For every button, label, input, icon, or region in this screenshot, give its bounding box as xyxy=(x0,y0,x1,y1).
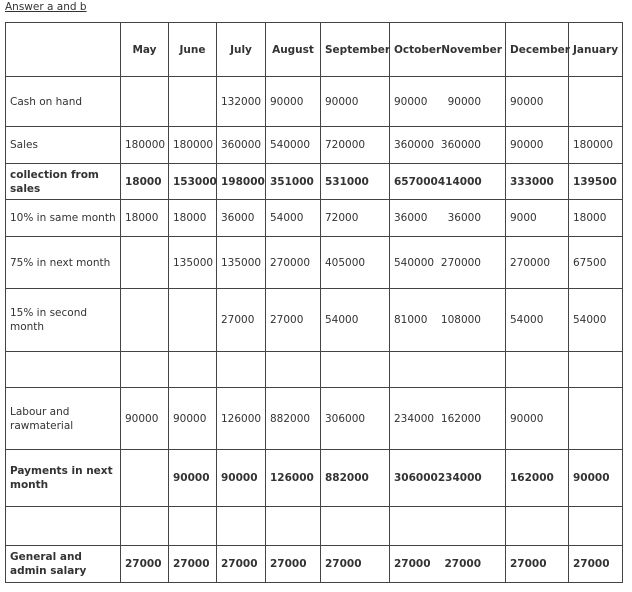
table-cell xyxy=(121,164,169,200)
value-cell: 18000 xyxy=(125,175,162,188)
table-cell xyxy=(506,77,569,127)
table-cell xyxy=(266,546,321,583)
table-cell xyxy=(321,200,390,237)
table-cell xyxy=(569,200,623,237)
table-cell xyxy=(569,127,623,164)
value-cell: 126000 xyxy=(221,412,262,425)
value-cell: 27000 xyxy=(221,558,258,570)
value-cell: 360000 xyxy=(440,139,481,151)
value-cell: 36000 xyxy=(394,212,428,224)
table-cell xyxy=(266,237,321,289)
table-cell xyxy=(121,546,169,583)
table-cell xyxy=(266,289,321,352)
value-cell: 180000 xyxy=(125,139,166,151)
month-header: May xyxy=(132,43,157,56)
value-cell: 18000 xyxy=(573,212,607,224)
table-cell xyxy=(321,77,390,127)
header-corner-cell xyxy=(6,23,121,77)
value-cell: 67500 xyxy=(573,256,607,269)
table-cell xyxy=(266,127,321,164)
table-cell xyxy=(266,352,321,388)
value-cell: 90000 xyxy=(270,95,304,108)
table-cell xyxy=(569,77,623,127)
table-cell xyxy=(169,237,217,289)
table-cell xyxy=(321,289,390,352)
table-row xyxy=(6,289,623,352)
table-cell xyxy=(121,450,169,507)
table-cell xyxy=(266,200,321,237)
value-cell: 360000 xyxy=(221,139,262,151)
table-cell xyxy=(390,388,506,450)
value-cell: 234000 xyxy=(394,412,435,425)
table-cell xyxy=(506,450,569,507)
question-heading: Answer a and b xyxy=(5,1,87,13)
month-header-cell xyxy=(169,23,217,77)
value-cell: 405000 xyxy=(325,256,366,269)
table-cell xyxy=(169,388,217,450)
month-header-cell xyxy=(569,23,623,77)
table-cell xyxy=(390,546,506,583)
value-cell: 162000 xyxy=(510,472,554,484)
table-cell xyxy=(506,237,569,289)
table-cell xyxy=(217,546,266,583)
value-cell: 153000 xyxy=(173,175,217,188)
value-cell: 90000 xyxy=(573,472,610,484)
table-cell xyxy=(506,507,569,546)
table-cell xyxy=(217,200,266,237)
table-row xyxy=(6,200,623,237)
table-cell xyxy=(569,237,623,289)
value-cell: 9000 xyxy=(510,212,537,224)
value-cell: 882000 xyxy=(325,472,369,484)
table-cell xyxy=(121,352,169,388)
table-cell xyxy=(217,164,266,200)
table-cell xyxy=(390,450,506,507)
table-cell xyxy=(506,200,569,237)
value-cell: 27000 xyxy=(270,314,304,326)
row-label: Sales xyxy=(6,127,121,164)
value-cell: 27000 xyxy=(444,558,481,570)
value-cell: 234000 xyxy=(437,472,482,484)
table-cell xyxy=(217,237,266,289)
table-cell xyxy=(569,352,623,388)
value-cell: 126000 xyxy=(270,472,314,484)
table-cell xyxy=(569,388,623,450)
table-cell xyxy=(121,127,169,164)
table-cell xyxy=(121,289,169,352)
table-cell xyxy=(266,77,321,127)
value-cell: 90000 xyxy=(510,139,544,151)
value-cell: 180000 xyxy=(173,139,214,151)
value-cell: 18000 xyxy=(125,212,159,224)
value-cell: 27000 xyxy=(221,314,255,326)
value-cell: 27000 xyxy=(573,558,610,570)
value-cell: 90000 xyxy=(510,95,544,108)
value-cell: 27000 xyxy=(394,558,431,570)
row-label: 15% in second month xyxy=(6,289,121,352)
table-cell xyxy=(321,127,390,164)
table-cell xyxy=(217,388,266,450)
table-cell xyxy=(121,77,169,127)
cash-budget-table xyxy=(5,22,623,583)
value-cell: 414000 xyxy=(437,175,482,188)
month-header: July xyxy=(230,43,252,56)
table-row xyxy=(6,352,623,388)
table-cell xyxy=(390,127,506,164)
row-label: General and admin salary xyxy=(6,546,121,583)
value-cell: 18000 xyxy=(173,212,207,224)
month-header-cell xyxy=(266,23,321,77)
table-row xyxy=(6,546,623,583)
table-cell xyxy=(217,507,266,546)
table-cell xyxy=(506,546,569,583)
month-header: October xyxy=(394,43,442,56)
table-cell xyxy=(390,200,506,237)
value-cell: 54000 xyxy=(510,314,544,326)
table-cell xyxy=(121,388,169,450)
month-header: August xyxy=(272,43,314,56)
table-cell xyxy=(390,352,506,388)
table-cell xyxy=(321,388,390,450)
value-cell: 90000 xyxy=(221,472,258,484)
month-header: December xyxy=(510,43,570,56)
value-cell: 270000 xyxy=(270,256,311,269)
value-cell: 90000 xyxy=(394,95,428,108)
table-cell xyxy=(169,546,217,583)
month-header-cell xyxy=(506,23,569,77)
value-cell: 27000 xyxy=(510,558,547,570)
value-cell: 27000 xyxy=(125,558,162,570)
table-cell xyxy=(506,388,569,450)
value-cell: 360000 xyxy=(394,139,435,151)
table-cell xyxy=(506,164,569,200)
table-cell xyxy=(169,507,217,546)
table-cell xyxy=(169,289,217,352)
table-cell xyxy=(217,77,266,127)
table-cell xyxy=(121,237,169,289)
value-cell: 132000 xyxy=(221,95,262,108)
table-cell xyxy=(390,164,506,200)
value-cell: 180000 xyxy=(573,139,614,151)
value-cell: 54000 xyxy=(270,212,304,224)
table-cell xyxy=(266,388,321,450)
table-cell xyxy=(321,237,390,289)
value-cell: 27000 xyxy=(270,558,307,570)
table-cell xyxy=(266,507,321,546)
table-cell xyxy=(321,352,390,388)
row-label: 75% in next month xyxy=(6,237,121,289)
month-header-cell xyxy=(390,23,506,77)
month-header-cell xyxy=(321,23,390,77)
table-row xyxy=(6,237,623,289)
month-header: November xyxy=(441,43,502,56)
table-cell xyxy=(569,507,623,546)
table-cell xyxy=(266,450,321,507)
value-cell: 198000 xyxy=(221,175,265,188)
value-cell: 108000 xyxy=(440,314,481,326)
table-cell xyxy=(506,127,569,164)
month-header-cell xyxy=(121,23,169,77)
table-cell xyxy=(506,352,569,388)
value-cell: 333000 xyxy=(510,175,554,188)
table-cell xyxy=(266,164,321,200)
table-cell xyxy=(169,450,217,507)
value-cell: 657000 xyxy=(394,175,438,188)
value-cell: 135000 xyxy=(221,256,262,269)
table-cell xyxy=(506,289,569,352)
value-cell: 270000 xyxy=(510,256,551,269)
table-cell xyxy=(321,450,390,507)
value-cell: 90000 xyxy=(510,412,544,425)
value-cell: 306000 xyxy=(325,412,366,425)
value-cell: 351000 xyxy=(270,175,314,188)
table-cell xyxy=(390,77,506,127)
value-cell: 27000 xyxy=(173,558,210,570)
row-label xyxy=(6,352,121,388)
value-cell: 270000 xyxy=(440,256,481,269)
value-cell: 90000 xyxy=(125,412,159,425)
row-label: 10% in same month xyxy=(6,200,121,237)
value-cell: 90000 xyxy=(173,472,210,484)
value-cell: 27000 xyxy=(325,558,362,570)
table-row xyxy=(6,450,623,507)
value-cell: 135000 xyxy=(173,256,214,269)
value-cell: 90000 xyxy=(447,95,481,108)
row-label: collection from sales xyxy=(6,164,121,200)
row-label: Payments in next month xyxy=(6,450,121,507)
month-header: January xyxy=(573,43,619,56)
value-cell: 306000 xyxy=(394,472,438,484)
table-cell xyxy=(217,127,266,164)
table-cell xyxy=(169,127,217,164)
month-header: September xyxy=(325,43,391,56)
value-cell: 540000 xyxy=(270,139,311,151)
value-cell: 36000 xyxy=(221,212,255,224)
value-cell: 81000 xyxy=(394,314,428,326)
table-cell xyxy=(217,450,266,507)
row-label xyxy=(6,507,121,546)
header-row xyxy=(6,23,623,77)
table-row xyxy=(6,388,623,450)
row-label: Labour and rawmaterial xyxy=(6,388,121,450)
table-cell xyxy=(169,352,217,388)
row-label: Cash on hand xyxy=(6,77,121,127)
table-cell xyxy=(217,352,266,388)
table-row xyxy=(6,77,623,127)
table-cell xyxy=(390,237,506,289)
table-cell xyxy=(321,164,390,200)
table-cell xyxy=(121,507,169,546)
table-row xyxy=(6,164,623,200)
table-cell xyxy=(169,77,217,127)
value-cell: 90000 xyxy=(325,95,359,108)
value-cell: 54000 xyxy=(325,314,359,326)
table-cell xyxy=(569,164,623,200)
value-cell: 36000 xyxy=(447,212,481,224)
table-cell xyxy=(569,289,623,352)
table-cell xyxy=(121,200,169,237)
table-row xyxy=(6,127,623,164)
table-cell xyxy=(217,289,266,352)
value-cell: 162000 xyxy=(440,412,481,425)
value-cell: 531000 xyxy=(325,175,369,188)
table-cell xyxy=(321,546,390,583)
value-cell: 90000 xyxy=(173,412,207,425)
value-cell: 72000 xyxy=(325,212,359,224)
value-cell: 720000 xyxy=(325,139,366,151)
month-header: June xyxy=(179,43,206,56)
table-row xyxy=(6,507,623,546)
table-cell xyxy=(390,289,506,352)
table-cell xyxy=(169,200,217,237)
month-header-cell xyxy=(217,23,266,77)
table-cell xyxy=(569,546,623,583)
value-cell: 139500 xyxy=(573,175,617,188)
table-cell xyxy=(390,507,506,546)
value-cell: 54000 xyxy=(573,314,607,326)
table-cell xyxy=(169,164,217,200)
value-cell: 540000 xyxy=(394,256,435,269)
table-cell xyxy=(321,507,390,546)
table-cell xyxy=(569,450,623,507)
value-cell: 882000 xyxy=(270,412,311,425)
